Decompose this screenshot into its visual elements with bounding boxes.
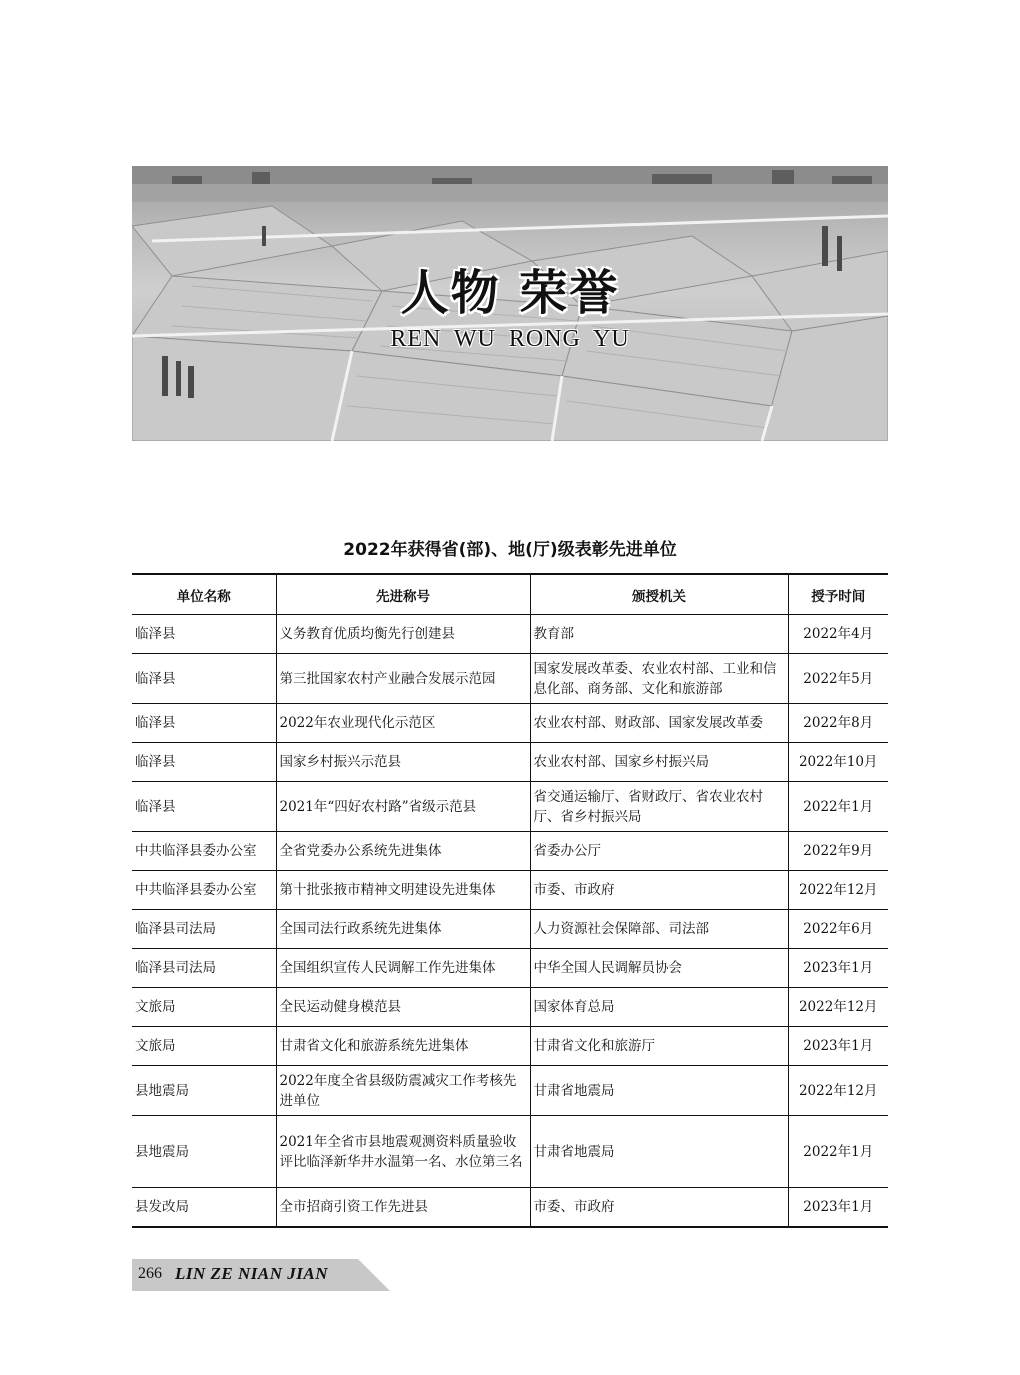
cell-honor: 2022年农业现代化示范区 <box>276 704 530 743</box>
table-header-row <box>132 574 888 615</box>
cell-honor: 第十批张掖市精神文明建设先进集体 <box>276 871 530 910</box>
table-row <box>132 832 888 871</box>
cell-date: 2022年12月 <box>788 988 888 1027</box>
cell-authority: 国家发展改革委、农业农村部、工业和信息化部、商务部、文化和旅游部 <box>530 654 788 704</box>
cell-unit: 临泽县司法局 <box>132 910 276 949</box>
cell-authority: 市委、市政府 <box>530 1188 788 1227</box>
cell-date: 2022年12月 <box>788 871 888 910</box>
cell-date: 2022年4月 <box>788 615 888 654</box>
cell-authority: 市委、市政府 <box>530 871 788 910</box>
cell-honor: 2021年全省市县地震观测资料质量验收评比临泽新华井水温第一名、水位第三名 <box>276 1116 530 1188</box>
cell-authority: 教育部 <box>530 615 788 654</box>
cell-unit: 临泽县 <box>132 704 276 743</box>
cell-unit: 临泽县 <box>132 743 276 782</box>
cell-honor: 第三批国家农村产业融合发展示范园 <box>276 654 530 704</box>
cell-honor: 甘肃省文化和旅游系统先进集体 <box>276 1027 530 1066</box>
cell-honor: 国家乡村振兴示范县 <box>276 743 530 782</box>
cell-authority: 甘肃省地震局 <box>530 1116 788 1188</box>
cell-date: 2022年9月 <box>788 832 888 871</box>
table-row <box>132 743 888 782</box>
cell-unit: 临泽县司法局 <box>132 949 276 988</box>
cell-honor: 全市招商引资工作先进县 <box>276 1188 530 1227</box>
book-title: LIN ZE NIAN JIAN <box>175 1264 328 1283</box>
awards-table <box>132 573 888 1228</box>
cell-date: 2023年1月 <box>788 949 888 988</box>
table-row <box>132 615 888 654</box>
cell-authority: 甘肃省文化和旅游厅 <box>530 1027 788 1066</box>
cell-unit: 县发改局 <box>132 1188 276 1227</box>
cell-unit: 临泽县 <box>132 654 276 704</box>
cell-date: 2022年1月 <box>788 782 888 832</box>
cell-authority: 省交通运输厅、省财政厅、省农业农村厅、省乡村振兴局 <box>530 782 788 832</box>
cell-date: 2022年12月 <box>788 1066 888 1116</box>
cell-authority: 省委办公厅 <box>530 832 788 871</box>
cell-date: 2023年1月 <box>788 1027 888 1066</box>
table-row <box>132 1188 888 1227</box>
cell-date: 2022年10月 <box>788 743 888 782</box>
cell-honor: 全民运动健身模范县 <box>276 988 530 1027</box>
table-row <box>132 949 888 988</box>
header-award-date: 授予时间 <box>788 574 888 615</box>
table-row <box>132 654 888 704</box>
cell-authority: 甘肃省地震局 <box>530 1066 788 1116</box>
cell-date: 2022年1月 <box>788 1116 888 1188</box>
cell-authority: 中华全国人民调解员协会 <box>530 949 788 988</box>
cell-authority: 农业农村部、财政部、国家发展改革委 <box>530 704 788 743</box>
cell-unit: 文旅局 <box>132 1027 276 1066</box>
cell-unit: 中共临泽县委办公室 <box>132 832 276 871</box>
table-row <box>132 910 888 949</box>
table-row <box>132 782 888 832</box>
cell-authority: 国家体育总局 <box>530 988 788 1027</box>
header-honor-title: 先进称号 <box>276 574 530 615</box>
cell-honor: 全省党委办公系统先进集体 <box>276 832 530 871</box>
header-banner-image <box>132 166 888 441</box>
cell-date: 2022年5月 <box>788 654 888 704</box>
table-row <box>132 1116 888 1188</box>
cell-date: 2022年8月 <box>788 704 888 743</box>
cell-authority: 农业农村部、国家乡村振兴局 <box>530 743 788 782</box>
table-row <box>132 1027 888 1066</box>
table-row <box>132 704 888 743</box>
cell-unit: 县地震局 <box>132 1066 276 1116</box>
table-caption: 2022年获得省(部)、地(厅)级表彰先进单位 <box>343 540 677 560</box>
cell-unit: 临泽县 <box>132 615 276 654</box>
cell-unit: 文旅局 <box>132 988 276 1027</box>
cell-honor: 全国组织宣传人民调解工作先进集体 <box>276 949 530 988</box>
header-awarding-authority: 颁授机关 <box>530 574 788 615</box>
cell-date: 2022年6月 <box>788 910 888 949</box>
cell-honor: 2021年“四好农村路”省级示范县 <box>276 782 530 832</box>
cell-honor: 2022年度全省县级防震减灾工作考核先进单位 <box>276 1066 530 1116</box>
table-row <box>132 1066 888 1116</box>
cell-honor: 义务教育优质均衡先行创建县 <box>276 615 530 654</box>
section-title: 人物 荣誉 <box>400 265 620 321</box>
table-row <box>132 988 888 1027</box>
page-footer <box>132 1259 394 1291</box>
cell-honor: 全国司法行政系统先进集体 <box>276 910 530 949</box>
cell-date: 2023年1月 <box>788 1188 888 1227</box>
table-row <box>132 871 888 910</box>
cell-unit: 临泽县 <box>132 782 276 832</box>
cell-unit: 县地震局 <box>132 1116 276 1188</box>
header-unit-name: 单位名称 <box>132 574 276 615</box>
cell-authority: 人力资源社会保障部、司法部 <box>530 910 788 949</box>
page-number: 266 <box>138 1265 162 1282</box>
section-subtitle-pinyin: REN WU RONG YU <box>390 326 630 352</box>
cell-unit: 中共临泽县委办公室 <box>132 871 276 910</box>
